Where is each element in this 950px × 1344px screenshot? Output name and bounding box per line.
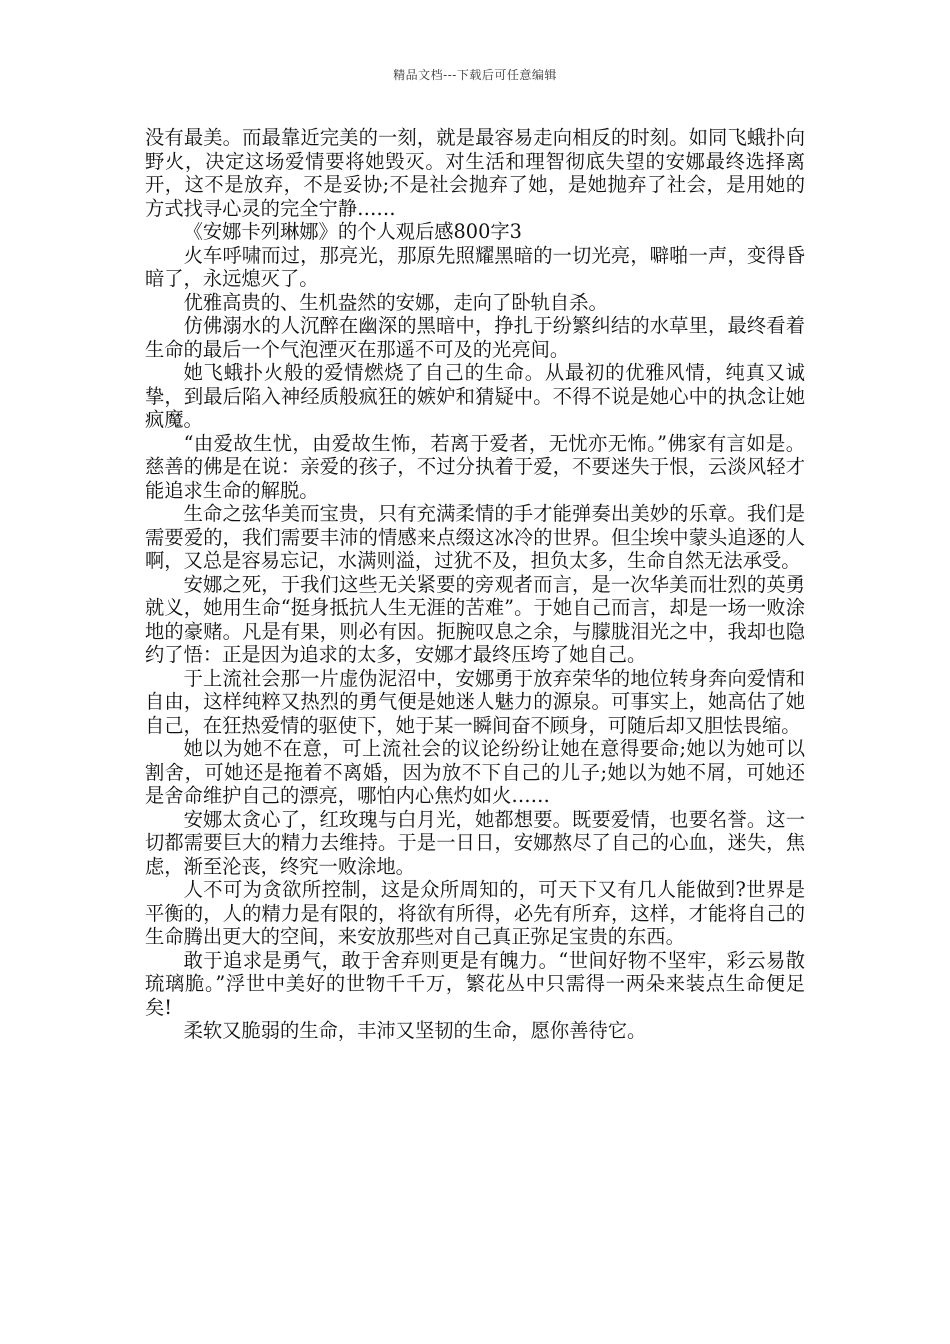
- paragraph: 优雅高贵的、生机盎然的安娜，走向了卧轨自杀。: [183, 290, 608, 314]
- paragraph: 仿佛溺水的人沉醉在幽深的黑暗中，挣扎于纷繁纠结的水草里，最终看着生命的最后一个气泡湮灭在那遥不可及的光亮间。: [145, 314, 805, 361]
- paragraph-continued: 没有最美。而最靠近完美的一刻，就是最容易走向相反的时刻。如同飞蛾扑向野火，决定这场爱情要将她毁灭。对生活和理智彻底失望的安娜最终选择离开，这不是放弃，不是妥协;不是社会抛弃了她，是她抛弃了社会，是用她的方式找寻心灵的完全宁静……: [145, 126, 805, 220]
- paragraph: 人不可为贪欲所控制，这是众所周知的，可天下又有几人能做到?世界是平衡的，人的精力是有限的，将欲有所得，必先有所弃，这样，才能将自己的生命腾出更大的空间，来安放那些对自己真正弥足宝贵的东西。: [145, 878, 805, 948]
- paragraph: “由爱故生忧，由爱故生怖，若离于爱者，无忧亦无怖。”佛家有言如是。慈善的佛是在说：亲爱的孩子，不过分执着于爱，不要迷失于恨，云淡风轻才能追求生命的解脱。: [145, 431, 805, 502]
- paragraph: 生命之弦华美而宝贵，只有充满柔情的手才能弹奏出美妙的乐章。我们是需要爱的，我们需要丰沛的情感来点缀这冰冷的世界。但尘埃中蒙头追逐的人啊，又总是容易忘记，水满则溢，过犹不及，担负太多，生命自然无法承受。: [145, 502, 805, 572]
- document-body: [145, 126, 805, 1043]
- paragraph: 安娜之死，于我们这些无关紧要的旁观者而言，是一次华美而壮烈的英勇就义，她用生命“挺身抵抗人生无涯的苦难”。于她自己而言，却是一场一败涂地的豪赌。凡是有果，则必有因。扼腕叹息之余，与朦胧泪光之中，我却也隐约了悟：正是因为追求的太多，安娜才最终压垮了她自己。: [145, 572, 805, 666]
- paragraph: 柔软又脆弱的生命，丰沛又坚韧的生命，愿你善待它。: [183, 1019, 647, 1042]
- paragraph: 她飞蛾扑火般的爱情燃烧了自己的生命。从最初的优雅风情，纯真又诚挚，到最后陷入神经质般疯狂的嫉妒和猜疑中。不得不说是她心中的执念让她疯魔。: [145, 361, 805, 431]
- paragraph: 她以为她不在意，可上流社会的议论纷纷让她在意得要命;她以为她可以割舍，可她还是拖着不离婚，因为放不下自己的儿子;她以为她不屑，可她还是舍命维护自己的漂亮，哪怕内心焦灼如火……: [145, 737, 805, 807]
- paragraph: 火车呼啸而过，那亮光，那原先照耀黑暗的一切光亮，噼啪一声，变得昏暗了，永远熄灭了。: [145, 243, 805, 290]
- paragraph: 敢于追求是勇气，敢于舍弃则更是有魄力。“世间好物不坚牢，彩云易散琉璃脆。”浮世中美好的世物千千万，繁花丛中只需得一两朵来装点生命便足矣!: [145, 948, 805, 1019]
- page-header: 精品文档---下载后可任意编辑: [393, 68, 557, 82]
- section-title: 《安娜卡列琳娜》的个人观后感800字3: [183, 220, 522, 243]
- paragraph: 安娜太贪心了，红玫瑰与白月光，她都想要。既要爱情，也要名誉。这一切都需要巨大的精力去维持。于是一日日，安娜熬尽了自己的心血，迷失，焦虑，渐至沦丧，终究一败涂地。: [145, 807, 805, 878]
- paragraph: 于上流社会那一片虚伪泥沼中，安娜勇于放弃荣华的地位转身奔向爱情和自由，这样纯粹又热烈的勇气便是她迷人魅力的源泉。可事实上，她高估了她自己，在狂热爱情的驱使下，她于某一瞬间奋不顾身，可随后却又胆怯畏缩。: [145, 666, 805, 737]
